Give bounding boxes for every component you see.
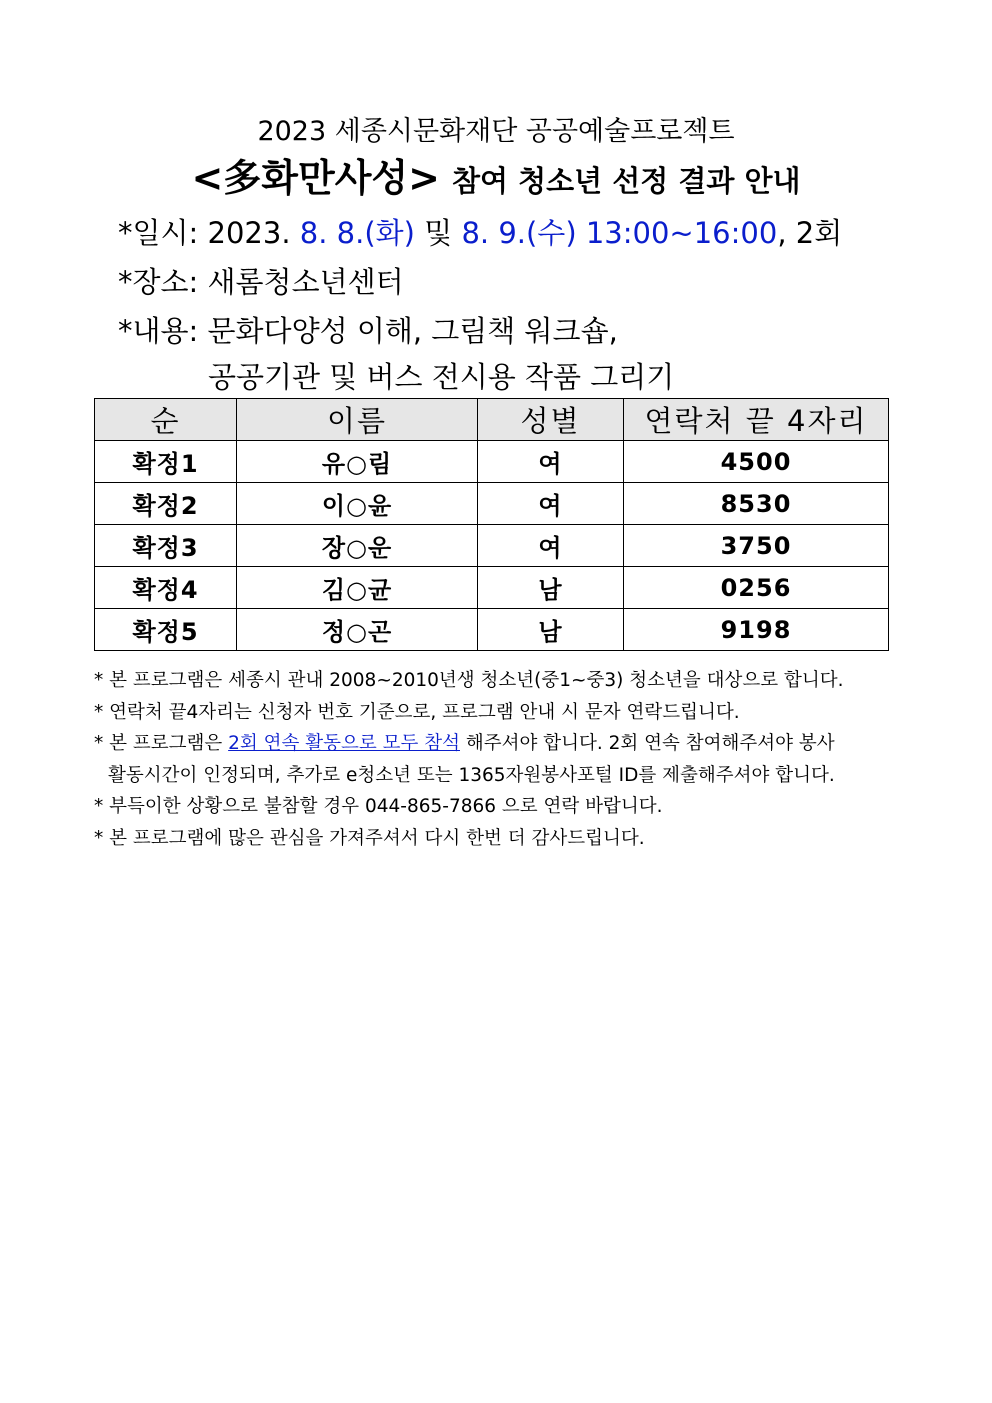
cell-contact: 0256 bbox=[624, 567, 889, 609]
note-attendance-continued: 활동시간이 인정되며, 추가로 e청소년 또는 1365자원봉사포털 ID를 제출해주셔야 합니다. bbox=[108, 764, 835, 786]
info-content-row-continued bbox=[208, 357, 674, 397]
cell-contact: 8530 bbox=[624, 483, 889, 525]
cell-contact: 3750 bbox=[624, 525, 889, 567]
info-place-row bbox=[118, 262, 404, 302]
cell-gender: 여 bbox=[478, 441, 624, 483]
program-name: <多화만사성> bbox=[191, 156, 440, 200]
cell-order: 확정4 bbox=[95, 567, 237, 609]
table-row bbox=[95, 525, 889, 567]
document-title-line2 bbox=[0, 152, 992, 212]
date-count: , 2회 bbox=[777, 216, 843, 250]
table-row bbox=[95, 483, 889, 525]
cell-name: 유○림 bbox=[237, 441, 478, 483]
cell-contact: 4500 bbox=[624, 441, 889, 483]
selection-result-table bbox=[94, 398, 889, 651]
header-contact: 연락처 끝 4자리 bbox=[624, 399, 889, 441]
header-name: 이름 bbox=[237, 399, 478, 441]
cell-name: 김○균 bbox=[237, 567, 478, 609]
place-value: 새롬청소년센터 bbox=[207, 265, 404, 299]
date-year: 2023. bbox=[207, 216, 291, 250]
note-attendance-post: 해주셔야 합니다. 2회 연속 참여해주셔야 봉사 bbox=[460, 733, 835, 754]
document-title-line1: 2023 세종시문화재단 공공예술프로젝트 bbox=[257, 116, 735, 147]
date-second: 8. 9.(수) 13:00~16:00 bbox=[461, 216, 778, 250]
place-label: *장소: bbox=[118, 265, 199, 299]
note-target-age: * 본 프로그램은 세종시 관내 2008~2010년생 청소년(중1~중3) 청소년을 대상으로 합니다. bbox=[94, 670, 844, 691]
cell-order: 확정5 bbox=[95, 609, 237, 651]
date-label: *일시: bbox=[118, 216, 199, 250]
note-thanks: * 본 프로그램에 많은 관심을 가져주셔서 다시 한번 더 감사드립니다. bbox=[94, 827, 645, 849]
note-absence-contact: * 부득이한 상황으로 불참할 경우 044-865-7866 으로 연락 바랍니다. bbox=[94, 796, 663, 817]
cell-order: 확정2 bbox=[95, 483, 237, 525]
info-date-row bbox=[118, 213, 842, 253]
table-row bbox=[95, 567, 889, 609]
cell-gender: 남 bbox=[478, 609, 624, 651]
content-label: *내용: bbox=[118, 314, 199, 348]
header-order: 순 bbox=[95, 399, 237, 441]
cell-name: 정○곤 bbox=[237, 609, 478, 651]
note-attendance bbox=[94, 728, 914, 760]
note-attendance-pre: * 본 프로그램은 bbox=[94, 733, 229, 754]
notes-section bbox=[94, 665, 914, 854]
cell-order: 확정3 bbox=[95, 525, 237, 567]
cell-gender: 남 bbox=[478, 567, 624, 609]
attendance-requirement-link[interactable]: 2회 연속 활동으로 모두 참석 bbox=[228, 733, 460, 754]
date-first: 8. 8.(화) bbox=[299, 216, 415, 250]
title-suffix: 참여 청소년 선정 결과 안내 bbox=[451, 164, 801, 198]
content-line2: 공공기관 및 버스 전시용 작품 그리기 bbox=[208, 360, 675, 394]
table-row bbox=[95, 609, 889, 651]
table-row bbox=[95, 441, 889, 483]
content-line1: 문화다양성 이해, 그림책 워크숍, bbox=[207, 314, 618, 348]
cell-name: 이○윤 bbox=[237, 483, 478, 525]
date-and: 및 bbox=[424, 216, 453, 250]
info-content-row bbox=[118, 311, 618, 351]
cell-contact: 9198 bbox=[624, 609, 889, 651]
cell-order: 확정1 bbox=[95, 441, 237, 483]
note-contact-info: * 연락처 끝4자리는 신청자 번호 기준으로, 프로그램 안내 시 문자 연락드립니다. bbox=[94, 701, 740, 723]
table-header-row bbox=[95, 399, 889, 441]
header-gender: 성별 bbox=[478, 399, 624, 441]
cell-gender: 여 bbox=[478, 483, 624, 525]
cell-name: 장○운 bbox=[237, 525, 478, 567]
cell-gender: 여 bbox=[478, 525, 624, 567]
